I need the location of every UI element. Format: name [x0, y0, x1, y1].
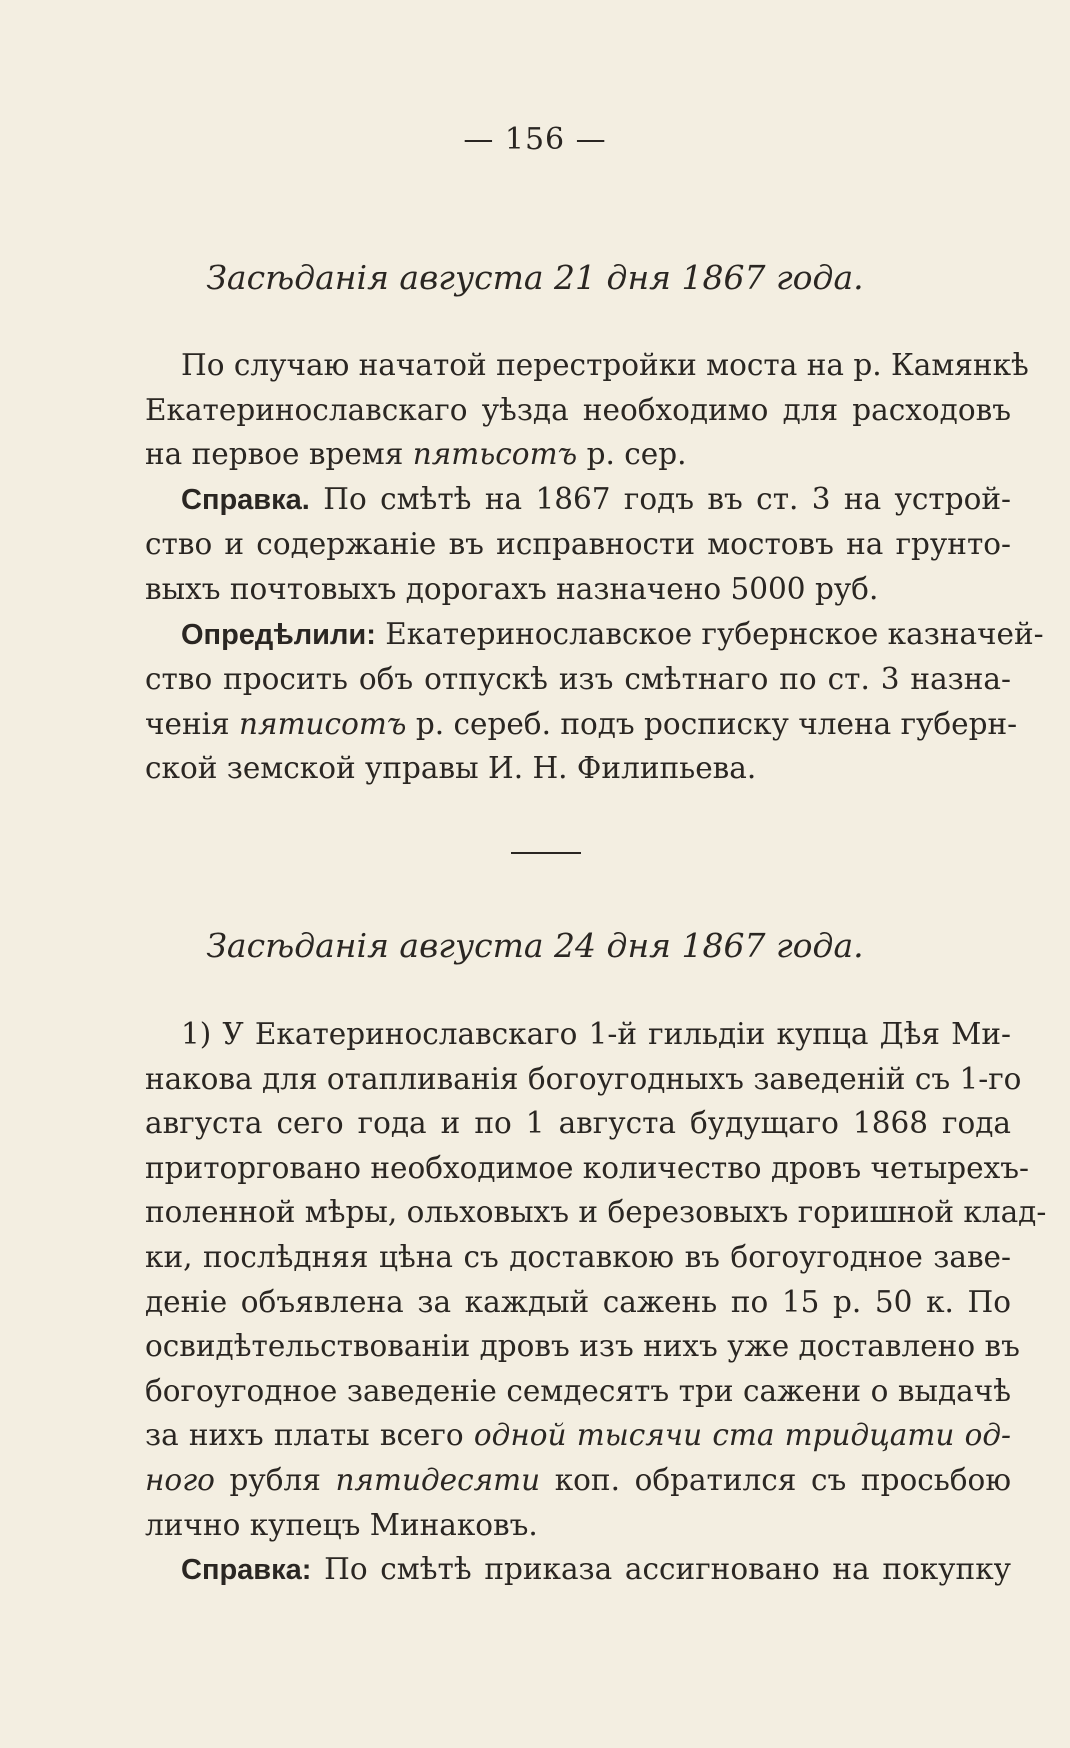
text-run: рубля	[214, 1462, 336, 1497]
text-line: 1) У Екатеринославскаго 1-й гильдіи купца Дѣя Ми-	[181, 1017, 1011, 1051]
text-line: богоугодное заведеніе семдесятъ три сажени о выдачѣ	[145, 1373, 1011, 1408]
text-line: поленной мѣры, ольховыхъ и березовыхъ горишной клад-	[145, 1195, 1047, 1230]
italic-amount: пятьсотъ	[412, 437, 578, 472]
text-run: Екатеринославское губернское казначей-	[375, 616, 1044, 651]
text-line: приторговано необходимое количество дровъ четырехъ-	[145, 1150, 1029, 1185]
text-line: августа сего года и по 1 августа будущаго 1868 года	[145, 1106, 1011, 1141]
section-divider	[511, 852, 581, 854]
spravka-label: Справка.	[181, 483, 310, 516]
opredelili-label: Опредѣлили:	[181, 618, 376, 651]
text-line	[145, 432, 1011, 477]
spravka-label: Справка:	[181, 1554, 312, 1587]
italic-amount: ного	[145, 1462, 215, 1497]
text-line: освидѣтельствованіи дровъ изъ нихъ уже доставлено въ	[145, 1329, 1020, 1364]
text-run: р. сер.	[577, 437, 687, 472]
text-run: р. сереб. подъ росписку члена губерн-	[406, 706, 1018, 741]
text-line: ской земской управы И. Н. Филипьева.	[145, 751, 757, 786]
section-heading-aug-24: Засѣданія августа 24 дня 1867 года.	[206, 926, 864, 965]
text-run: за нихъ платы всего	[145, 1418, 474, 1453]
text-line: ство просить объ отпускѣ изъ смѣтнаго по ст. 3 назна-	[145, 662, 1011, 697]
text-line: деніе объявлена за каждый сажень по 15 р. 50 к. По	[145, 1284, 1011, 1319]
text-run: ченія	[145, 706, 240, 741]
text-run: По смѣтѣ приказа ассигновано на покупку	[311, 1552, 1011, 1587]
paragraph-bridge-repair	[145, 343, 1029, 477]
text-run: коп. обратился съ просьбою	[540, 1462, 1011, 1497]
section-body-aug-24	[145, 1012, 1047, 1593]
section-body-aug-21	[145, 343, 1044, 791]
text-line: лично купецъ Минаковъ.	[145, 1507, 538, 1542]
text-line	[145, 702, 1018, 747]
italic-amount: одной тысячи ста тридцати од-	[473, 1418, 1011, 1453]
text-run: на первое время	[145, 437, 413, 472]
text-line: ки, послѣдняя цѣна съ доставкою въ богоугодное заве-	[145, 1239, 1011, 1274]
text-line: Екатеринославскаго уѣзда необходимо для расходовъ	[145, 392, 1011, 427]
text-line: выхъ почтовыхъ дорогахъ назначено 5000 руб.	[145, 571, 879, 606]
paragraph-opredelili	[145, 612, 1044, 791]
text-line	[145, 1413, 1011, 1458]
paragraph-firewood-purchase	[145, 1012, 1047, 1547]
text-line	[145, 612, 1044, 658]
paragraph-spravka-2	[145, 1547, 1011, 1593]
text-line	[145, 1547, 1011, 1593]
text-line: ство и содержаніе въ исправности мостовъ на грунто-	[145, 527, 1011, 562]
text-run: По смѣтѣ на 1867 годъ въ ст. 3 на устрой-	[309, 481, 1011, 516]
text-line	[145, 1458, 1011, 1503]
text-line: По случаю начатой перестройки моста на р. Камянкѣ	[181, 348, 1029, 382]
italic-amount: пятисотъ	[239, 706, 407, 741]
italic-amount: пятидесяти	[335, 1462, 541, 1497]
text-line	[145, 477, 1011, 523]
section-heading-aug-21: Засѣданія августа 21 дня 1867 года.	[206, 258, 864, 297]
text-line: накова для отапливанія богоугодныхъ заведеній съ 1-го	[145, 1061, 1022, 1096]
paragraph-spravka	[145, 477, 1011, 612]
page-number: — 156 —	[463, 122, 607, 157]
